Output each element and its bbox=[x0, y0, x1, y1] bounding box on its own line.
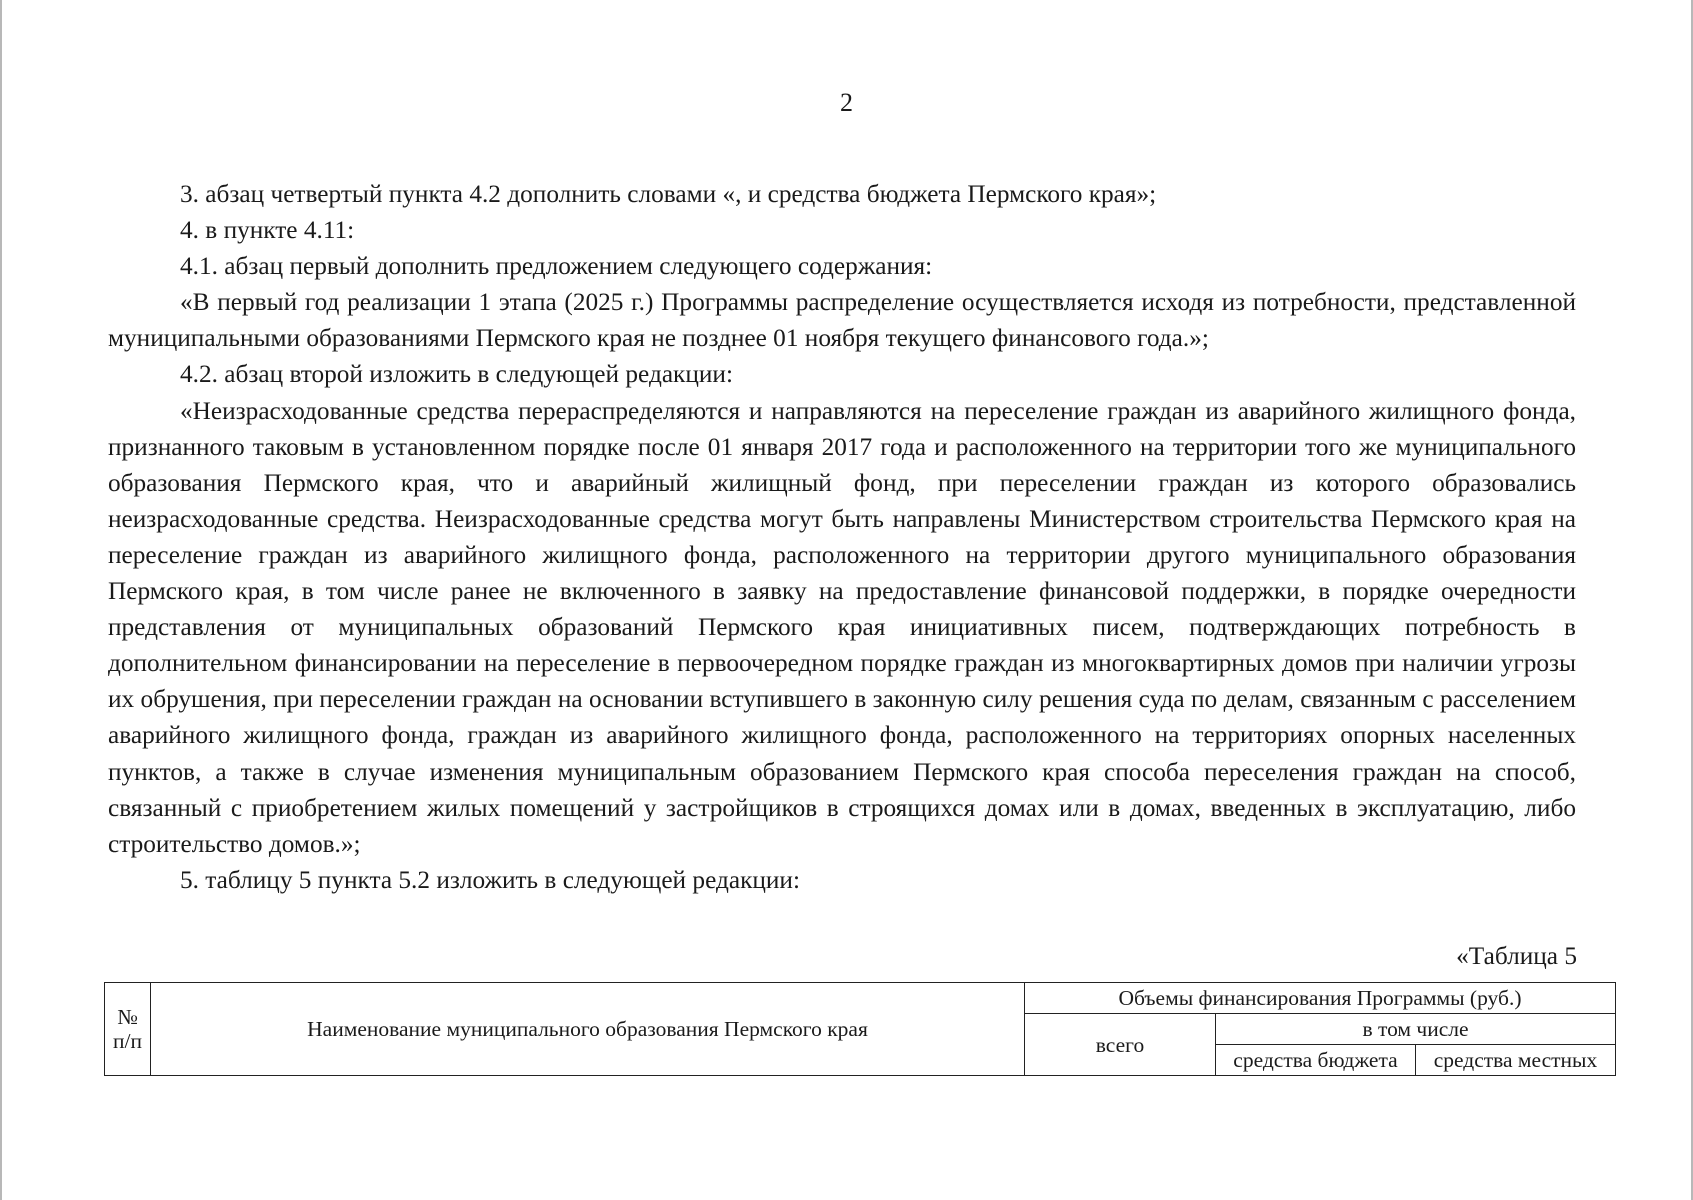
header-municipality-name: Наименование муниципального образования Пермского края bbox=[151, 983, 1025, 1076]
header-regional-budget: средства бюджета bbox=[1216, 1045, 1416, 1076]
table-header-row-1 bbox=[105, 983, 1616, 1014]
header-total: всего bbox=[1025, 1014, 1216, 1076]
paragraph-amendment-4-2: 4.2. абзац второй изложить в следующей редакции: bbox=[180, 360, 733, 389]
header-funding-volume: Объемы финансирования Программы (руб.) bbox=[1025, 983, 1616, 1014]
header-number bbox=[105, 983, 151, 1076]
paragraph-amendment-4-1: 4.1. абзац первый дополнить предложением следующего содержания: bbox=[180, 252, 933, 281]
paragraph-quote-first-year: «В первый год реализации 1 этапа (2025 г.) Программы распределение осуществляется исходя из потребности, представленной муниципальными образованиями Пермского края не позднее 01 ноября текущего финансового года.»; bbox=[108, 288, 1576, 353]
header-number-label: № п/п bbox=[113, 1005, 142, 1053]
page-number: 2 bbox=[840, 88, 853, 117]
document-body bbox=[108, 176, 1576, 898]
paragraph-quote-unspent-funds: «Неизрасходованные средства перераспределяются и направляются на переселение граждан из аварийного жилищного фонда, признанного таковым в установленном порядке после 01 января 2017 года и расположенного на территории того же муниципального образования Пермского края, что и аварийный жилищный фонд, при переселении граждан из которого образовались неизрасходованные средства. Неизрасходованные средства могут быть направлены Министерством строительства Пермского края на переселение граждан из аварийного жилищного фонда, расположенного на территории другого муниципального образования Пермского края, в том числе ранее не включенного в заявку на предоставление финансовой поддержки, в порядке очередности представления от муниципальных образований Пермского края инициативных писем, подтверждающих потребность в дополнительном финансировании на переселение в первоочередном порядке граждан из многоквартирных домов при наличии угрозы их обрушения, при переселении граждан на основании вступившего в законную силу решения суда по делам, связанным с расселением аварийного жилищного фонда, граждан из аварийного жилищного фонда, расположенного на территориях опорных населенных пунктов, а также в случае изменения муниципальным образованием Пермского края способа переселения граждан на способ, связанный с приобретением жилых помещений у застройщиков в строящихся домах или в домах, введенных в эксплуатацию, либо строительство домов.»; bbox=[108, 396, 1576, 858]
table-caption: «Таблица 5 bbox=[1456, 942, 1577, 970]
scan-edge-left bbox=[0, 0, 2, 1200]
header-including: в том числе bbox=[1216, 1014, 1616, 1045]
header-local-funds: средства местных bbox=[1416, 1045, 1616, 1076]
financing-table bbox=[104, 982, 1616, 1076]
paragraph-amendment-3: 3. абзац четвертый пункта 4.2 дополнить словами «, и средства бюджета Пермского края»; bbox=[180, 180, 1157, 208]
paragraph-amendment-4: 4. в пункте 4.11: bbox=[180, 216, 355, 245]
paragraph-amendment-5: 5. таблицу 5 пункта 5.2 изложить в следующей редакции: bbox=[180, 865, 800, 894]
